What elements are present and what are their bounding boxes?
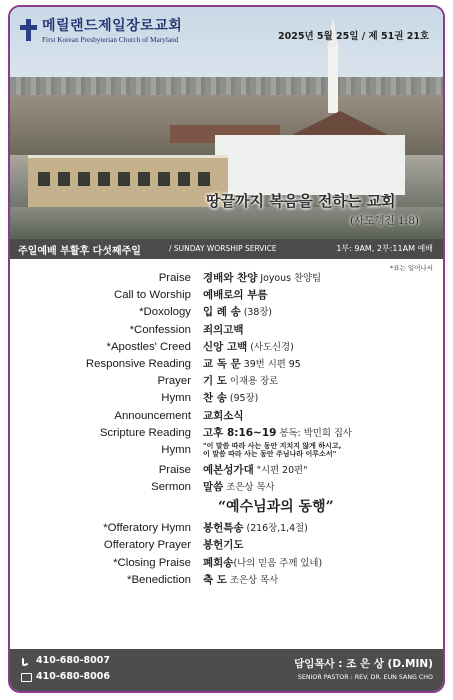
fax-icon — [21, 673, 32, 682]
service-times: 1부: 9AM, 2부:11AM 예배 — [336, 244, 433, 253]
church-name-en: First Korean Presbyterian Church of Maryland — [42, 35, 179, 44]
sermon-title-row — [10, 496, 443, 520]
service-title-bar — [10, 239, 443, 259]
order-row: Hymn 찬 송 (95장) — [161, 392, 259, 405]
hymn-lyrics-line1: "이 말씀 따라 사는 동안 지치지 않게 하시고, — [203, 441, 342, 450]
issue-date: 2025년 5월 25일 / 제 51권 21호 — [278, 31, 430, 42]
order-row: Announcement 교회소식 — [114, 409, 244, 422]
service-title-en: / SUNDAY WORSHIP SERVICE — [169, 243, 277, 253]
order-row: *Apostles' Creed 신앙 고백 (사도신경) — [106, 340, 294, 353]
hymn-lyrics-line2: 이 말씀 따라 사는 동안 주님나라 이루소서" — [203, 450, 337, 459]
order-of-worship — [10, 270, 443, 589]
order-row: Prayer 기 도 이재용 장로 — [157, 375, 279, 388]
senior-pastor-en: SENIOR PASTOR : REV. DR. EUN SANG CHO — [297, 674, 433, 681]
standing-note: *표는 일어나서 — [390, 264, 433, 272]
order-row: *Confession 죄의고백 — [129, 323, 244, 336]
order-row: Sermon 말씀 조은상 목사 — [151, 481, 275, 494]
church-photo — [10, 7, 443, 239]
order-row: Call to Worship 예배로의 부름 — [113, 289, 268, 302]
fax-number: 410-680-8006 — [36, 671, 110, 682]
order-row: Praise 경배와 찬양 Joyous 찬양팀 — [158, 272, 322, 284]
order-row: *Doxology 입 례 송 (38장) — [139, 306, 273, 319]
phone-icon — [22, 657, 30, 666]
order-row: *Offeratory Hymn 봉헌특송 (216장,1,4절) — [103, 522, 308, 535]
order-row: Responsive Reading 교 독 문 39번 시편 95 — [85, 357, 301, 370]
church-name-kr: 메릴랜드제일장로교회 — [42, 18, 183, 34]
senior-pastor-kr: 담임목사 : 조 은 상 (D.MIN) — [294, 658, 433, 670]
service-title-kr: 주일예배 부활후 다섯째주일 — [18, 246, 141, 257]
bulletin-frame — [8, 5, 445, 693]
order-row: *Closing Praise 폐회송(나의 믿음 주께 있네) — [113, 556, 323, 569]
hymn-lyrics-row: Hymn "이 말씀 따라 사는 동안 지치지 않게 하시고, 이 말씀 따라 사는 동안 주님나라 이루소서" — [161, 441, 342, 459]
order-row: Offeratory Prayer 봉헌기도 — [103, 539, 244, 552]
order-row: *Benediction 축 도 조은상 목사 — [127, 573, 279, 586]
order-row: Praise 예본성가대 "시편 20편" — [158, 463, 308, 476]
cross-icon — [20, 19, 37, 41]
sermon-title: “예수님과의 동행” — [218, 499, 334, 516]
slogan-reference: (사도행전 1:8) — [350, 215, 420, 227]
church-logo — [20, 15, 182, 44]
slogan: 땅끝까지 복음을 전하는 교회 — [206, 192, 396, 210]
order-row: Scripture Reading 고후 8:16~19 봉독: 박민희 집사 — [99, 426, 352, 439]
footer-bar — [10, 649, 443, 691]
phone-number[interactable]: 410-680-8007 — [36, 655, 110, 666]
